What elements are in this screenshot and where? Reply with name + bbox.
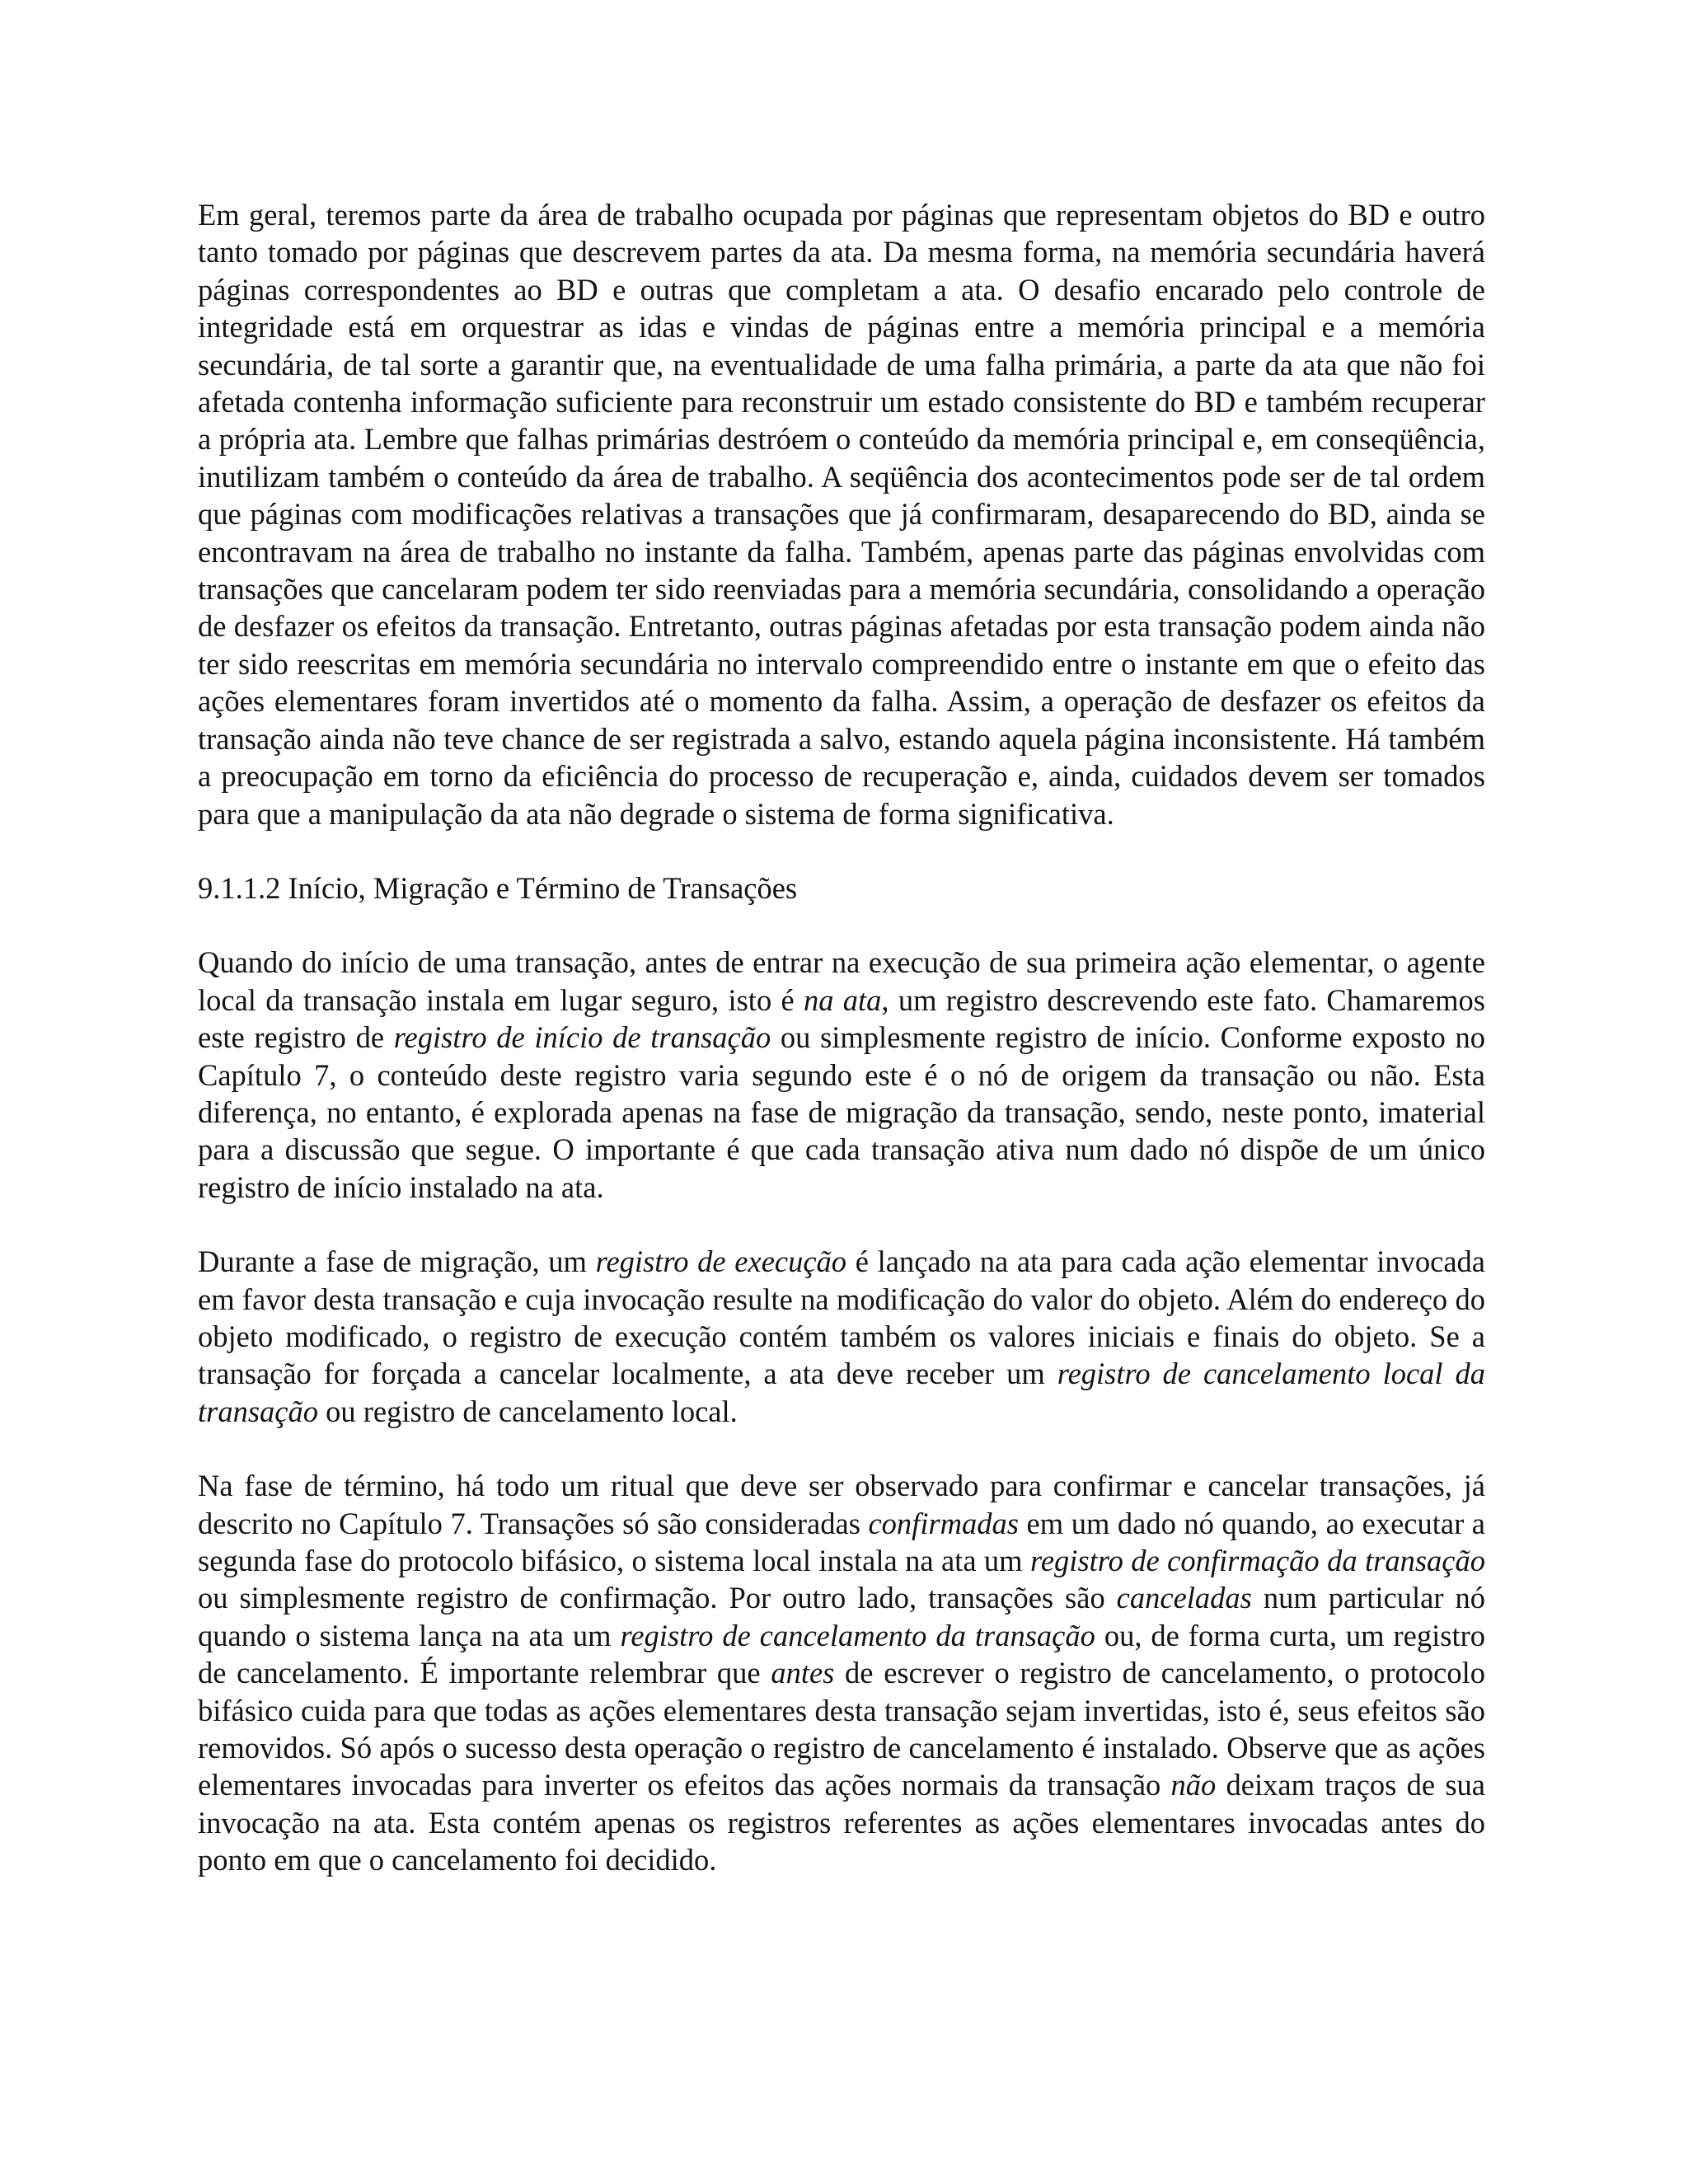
paragraph-4-italic-4: registro de cancelamento da transação [620,1618,1095,1652]
paragraph-3-italic-2: registro de cancelamento local da transação [198,1357,1486,1428]
paragraph-2-text-3: ou simplesmente registro de início. Conforme exposto no Capítulo 7, o conteúdo deste registro varia segundo este é o nó de origem da transação ou não. Esta diferença, no entanto, é explorada apenas na fase de migração da transação, sendo, neste ponto, imaterial para a discussão que segue. O importante é que cada transação ativa num dado nó dispõe de um único registro de início instalado na ata. [198,1020,1485,1204]
section-heading: 9.1.1.2 Início, Migração e Término de Transações [198,870,798,905]
paragraph-4-text-7: deixam traços de sua invocação na ata. Esta contém apenas os registros referentes as ações elementares invocadas antes do ponto em que o cancelamento foi decidido. [198,1768,1485,1877]
paragraph-4-text-3: ou simplesmente registro de confirmação. Por outro lado, transações são [198,1581,1117,1615]
paragraph-3-text-1: Durante a fase de migração, um [198,1244,596,1279]
paragraph-4-text-6: de escrever o registro de cancelamento, o protocolo bifásico cuida para que todas as ações elementares desta transação sejam invertidas, isto é, seus efeitos são removidos. Só após o sucesso desta operação o registro de cancelamento é instalado. Observe que as ações elementares invocadas para inverter os efeitos das ações normais da transação [198,1656,1485,1802]
paragraph-4-italic-2: registro de confirmação da transação [1030,1544,1485,1577]
paragraph-4-text-5: ou, de forma curta, um registro de cancelamento. É importante relembrar que [198,1618,1486,1690]
paragraph-4-text-1: Na fase de término, há todo um ritual que deve ser observado para confirmar e cancelar transações, já descrito no Capítulo 7. Transações só são consideradas [198,1469,1485,1540]
paragraph-4-italic-5: antes [771,1656,835,1690]
paragraph-2-text-1: Quando do início de uma transação, antes de entrar na execução de sua primeira ação elementar, o agente local da transação instala em lugar seguro, isto é [198,945,1485,1017]
paragraph-4-text-4: num particular nó quando o sistema lança na ata um [198,1581,1485,1652]
paragraph-4-italic-3: canceladas [1116,1581,1252,1615]
paragraph-2 [198,944,1485,1206]
paragraph-3 [198,1243,1485,1430]
paragraph-2-italic-2: registro de início de transação [393,1020,771,1055]
paragraph-3-text-3: ou registro de cancelamento local. [318,1394,738,1428]
paragraph-4 [198,1467,1485,1878]
paragraph-4-italic-1: confirmadas [868,1506,1019,1540]
paragraph-2-text-2: , um registro descrevendo este fato. Chamaremos este registro de [198,982,1485,1055]
paragraph-1: Em geral, teremos parte da área de trabalho ocupada por páginas que representam objetos do BD e outro tanto tomado por páginas que descrevem partes da ata. Da mesma forma, na memória secundária haverá páginas correspondentes ao BD e outras que completam a ata. O desafio encarado pelo controle de integridade está em orquestrar as idas e vindas de páginas entre a memória principal e a memória secundária, de tal sorte a garantir que, na eventualidade de uma falha primária, a parte da ata que não foi afetada contenha informação suficiente para reconstruir um estado consistente do BD e também recuperar a própria ata. Lembre que falhas primárias destróem o conteúdo da memória principal e, em conseqüência, inutilizam também o conteúdo da área de trabalho. A seqüência dos acontecimentos pode ser de tal ordem que páginas com modificações relativas a transações que já confirmaram, desaparecendo do BD, ainda se encontravam na área de trabalho no instante da falha. Também, apenas parte das páginas envolvidas com transações que cancelaram podem ter sido reenviadas para a memória secundária, consolidando a operação de desfazer os efeitos da transação. Entretanto, outras páginas afetadas por esta transação podem ainda não ter sido reescritas em memória secundária no intervalo compreendido entre o instante em que o efeito das ações elementares foram invertidos até o momento da falha. Assim, a operação de desfazer os efeitos da transação ainda não teve chance de ser registrada a salvo, estando aquela página inconsistente. Há também a preocupação em torno da eficiência do processo de recuperação e, ainda, cuidados devem ser tomados para que a manipulação da ata não degrade o sistema de forma significativa. [198,198,1485,831]
paragraph-4-italic-6: não [1170,1768,1217,1802]
paragraph-4-text-2: em um dado nó quando, ao executar a segunda fase do protocolo bifásico, o sistema local instala na ata um [198,1506,1485,1577]
paragraph-3-italic-1: registro de execução [595,1244,847,1279]
paragraph-3-text-2: é lançado na ata para cada ação elementar invocada em favor desta transação e cuja invocação resulte na modificação do valor do objeto. Além do endereço do objeto modificado, o registro de execução contém também os valores iniciais e finais do objeto. Se a transação for forçada a cancelar localmente, a ata deve receber um [198,1244,1485,1391]
document-page [198,196,1485,1879]
paragraph-2-italic-1: na ata [803,982,882,1017]
